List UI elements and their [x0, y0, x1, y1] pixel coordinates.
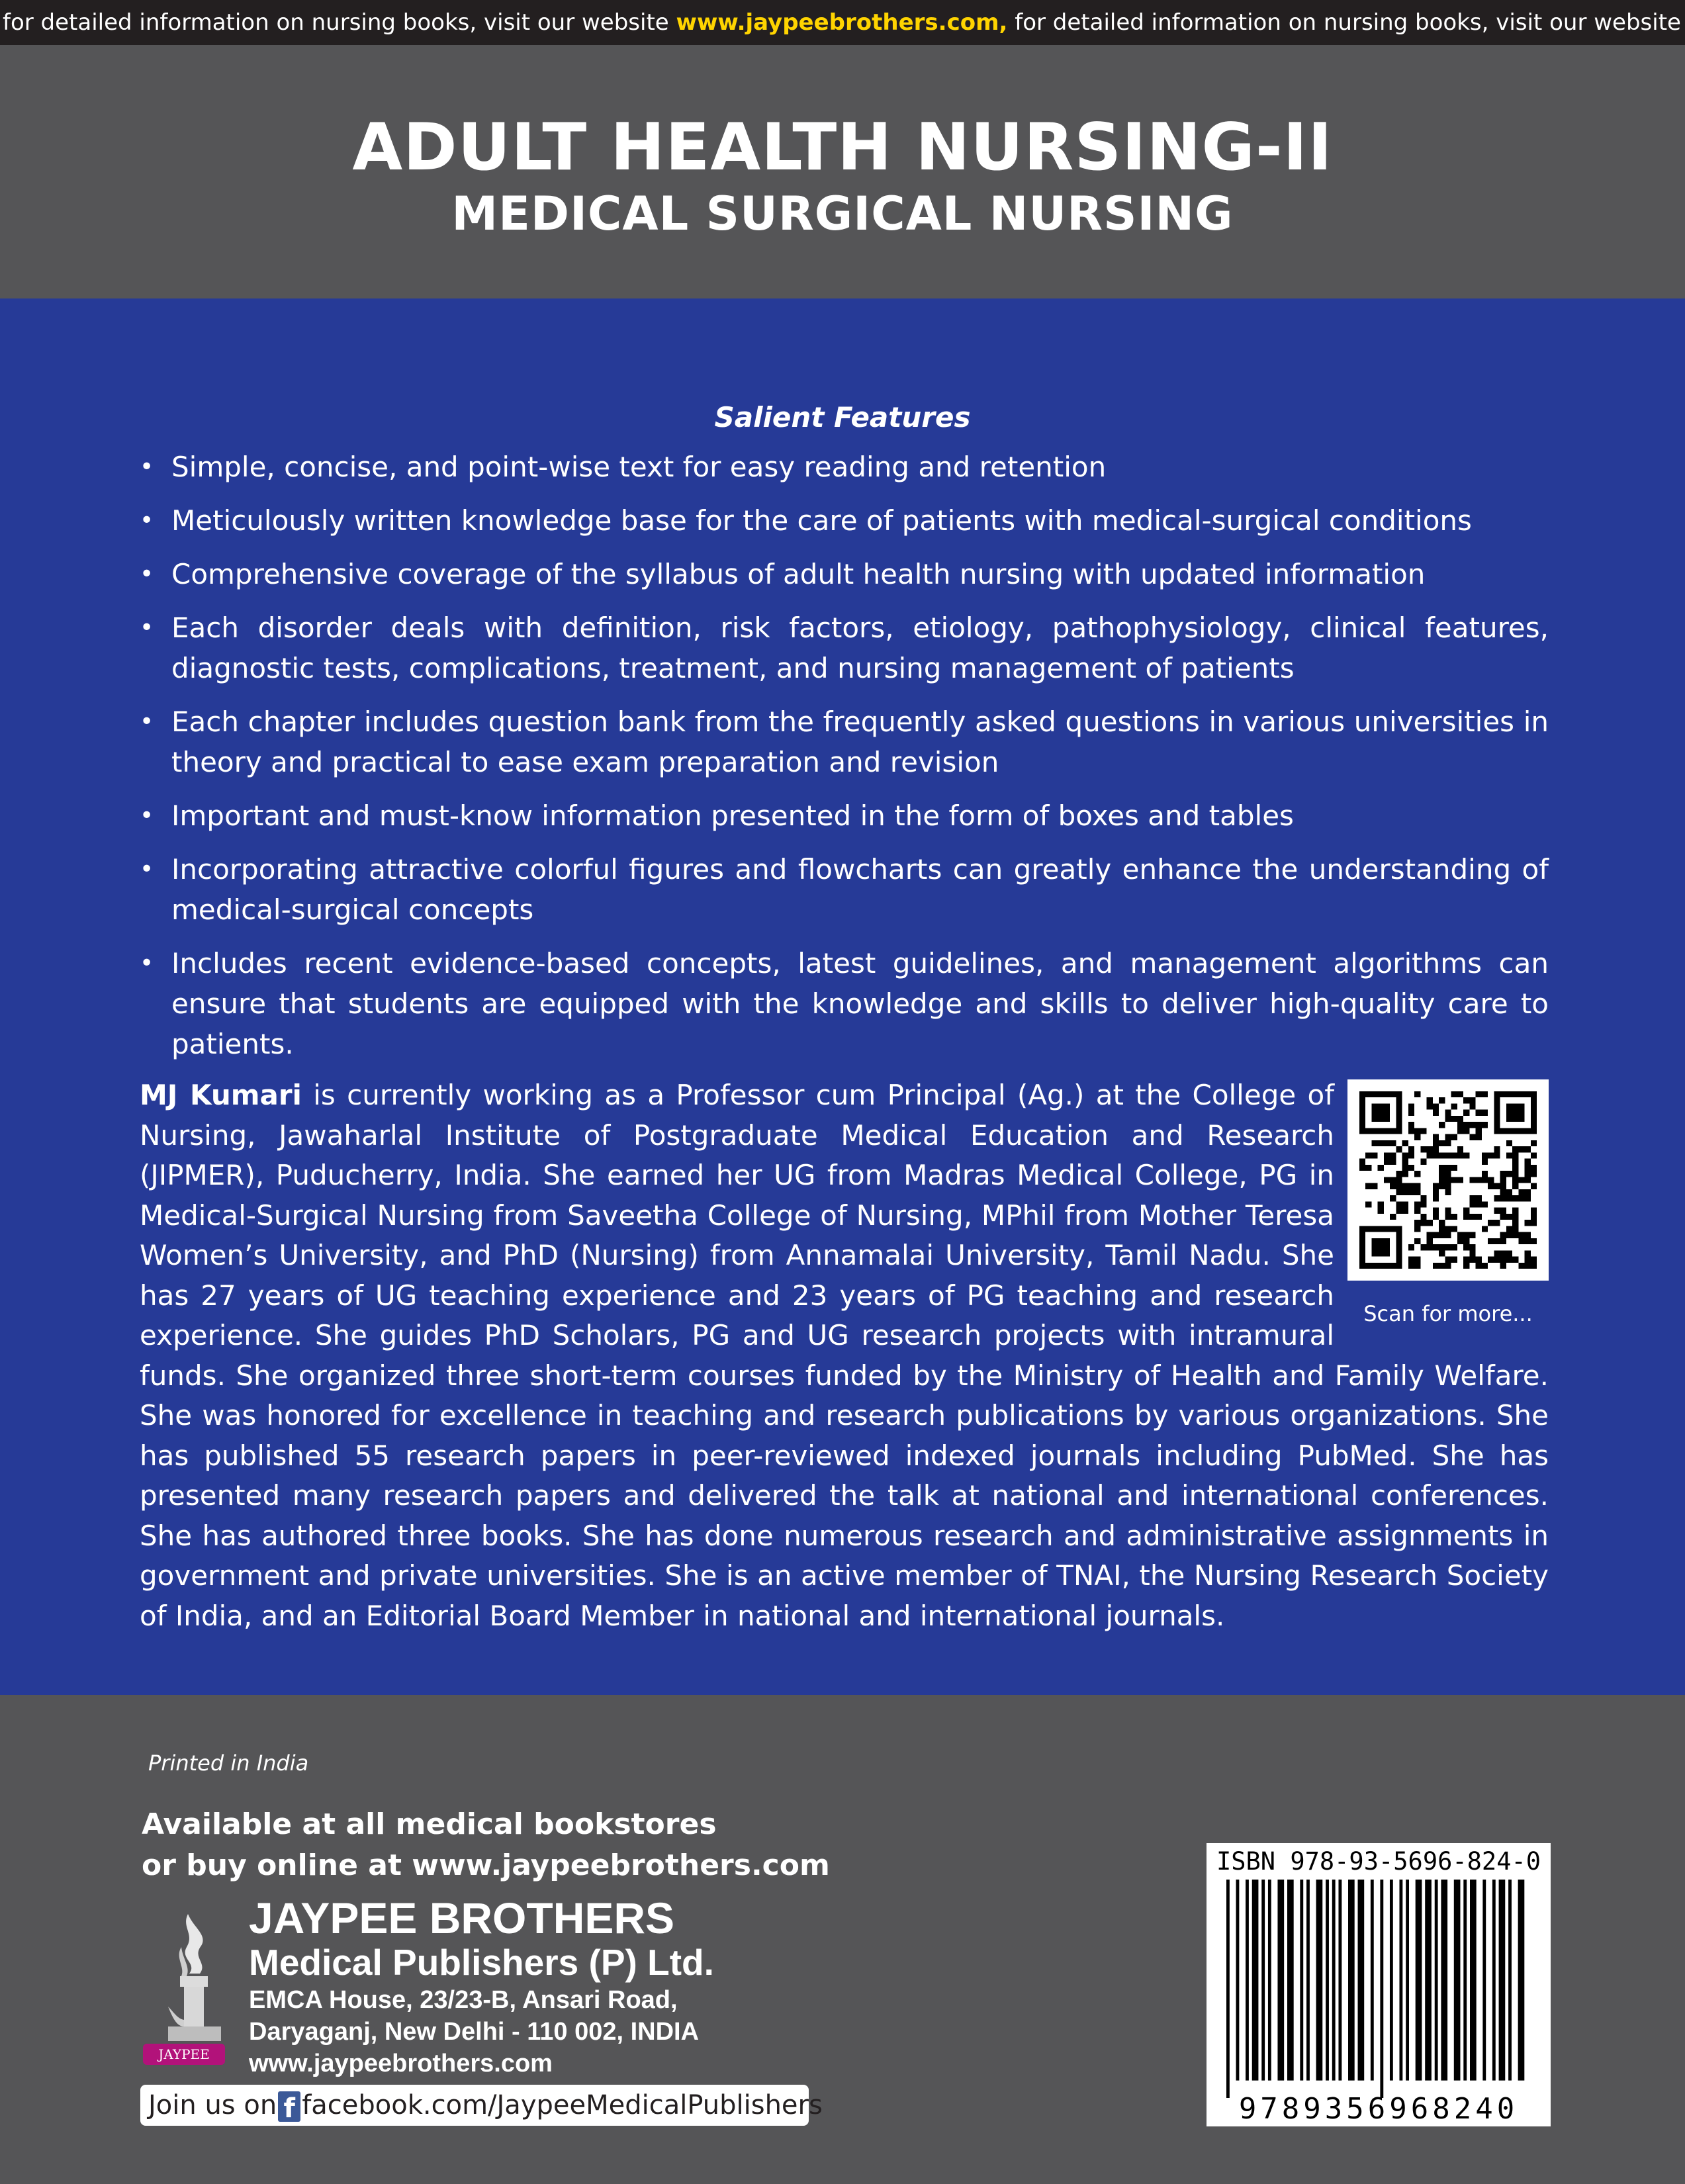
publisher-website-link[interactable]: www.jaypeebrothers.com [249, 2050, 553, 2077]
banner-website-link[interactable]: www.jaypeebrothers.com, [676, 9, 1008, 36]
publisher-name: JAYPEE BROTHERS [249, 1893, 675, 1942]
feature-item: • Each chapter includes question bank from the frequently asked questions in various universities in theory and practical to ease exam preparation and revision [140, 702, 1549, 782]
social-url: facebook.com/JaypeeMedicalPublishers [302, 2090, 823, 2120]
feature-item: • Each disorder deals with definition, risk factors, etiology, pathophysiology, clinical features, diagnostic tests, complications, treatment, and nursing management of patients [140, 608, 1549, 688]
qr-code-icon[interactable] [1347, 1079, 1549, 1281]
bullet-icon: • [140, 453, 154, 480]
bullet-icon: • [140, 708, 154, 735]
feature-item: • Meticulously written knowledge base for the care of patients with medical-surgical conditions [140, 500, 1549, 541]
author-bio [140, 1075, 1549, 1636]
bullet-icon: • [140, 802, 154, 829]
social-prefix: Join us on [148, 2090, 277, 2120]
banner-text-repeat: for detailed information on nursing books, visit our website [1007, 9, 1681, 36]
barcode-digits: 9789356968240 [1238, 2092, 1519, 2126]
address-line-1: EMCA House, 23/23-B, Ansari Road, [249, 1986, 678, 2014]
feature-item: • Includes recent evidence-based concepts, latest guidelines, and management algorithms can ensure that students are equipped with the knowledge and skills to deliver high-quality care to patients. [140, 943, 1549, 1064]
publisher-address [249, 1984, 699, 2079]
feature-item: • Simple, concise, and point-wise text for easy reading and retention [140, 447, 1549, 487]
availability-line-1: Available at all medical bookstores [142, 1807, 717, 1841]
barcode-bars [1226, 1880, 1531, 2098]
banner-text: for detailed information on nursing books, visit our website [3, 9, 676, 36]
barcode [1207, 1843, 1551, 2126]
qr-code-graphic [1359, 1091, 1537, 1269]
logo-text: JAYPEE [158, 2046, 210, 2062]
features-list [140, 447, 1549, 1077]
book-title: ADULT HEALTH NURSING-II [352, 110, 1333, 185]
book-subtitle: MEDICAL SURGICAL NURSING [451, 187, 1234, 241]
feature-item: • Incorporating attractive colorful figures and flowcharts can greatly enhance the understanding of medical-surgical concepts [140, 849, 1549, 930]
facebook-link[interactable] [140, 2085, 823, 2126]
content-panel [0, 298, 1685, 1695]
author-bio-text: is currently working as a Professor cum Principal (Ag.) at the College of Nursing, Jawaharlal Institute of Postgraduate Medical Education and Research (JIPMER), Puducherry, India. She earned her UG from Madras Medical College, PG in Medical-Surgical Nursing from Saveetha College of Nursing, MPhil from Mother Teresa Women’s University, and PhD (Nursing) from Annamalai University, Tamil Nadu. She has 27 years of UG teaching experience and 23 years of PG teaching and research experience. She guides PhD Scholars, PG and UG research projects with intramural funds. She organized three short-term courses funded by the Ministry of Health and Family Welfare. She was honored for excellence in teaching and research publications by various organizations. She has published 55 research papers in peer-reviewed indexed journals including PubMed. She has presented many research papers and delivered the talk at national and international conferences. She has authored three books. She has done numerous research and administrative assignments in government and private universities. She is an active member of TNAI, the Nursing Research Society of India, and an Editorial Board Member in national and international journals. [140, 1079, 1549, 1632]
features-heading: Salient Features [714, 401, 971, 433]
feature-item: • Important and must-know information presented in the form of boxes and tables [140, 796, 1549, 836]
publisher-logo [142, 1907, 241, 2066]
bullet-icon: • [140, 950, 154, 977]
top-banner [0, 0, 1685, 45]
bullet-icon: • [140, 561, 154, 588]
feature-item: • Comprehensive coverage of the syllabus of adult health nursing with updated information [140, 554, 1549, 594]
qr-caption: Scan for more... [1363, 1301, 1533, 1326]
bullet-icon: • [140, 507, 154, 534]
address-line-2: Daryaganj, New Delhi - 110 002, INDIA [249, 2018, 700, 2046]
printed-in: Printed in India [148, 1751, 309, 1776]
facebook-icon: f [278, 2091, 300, 2122]
isbn-label: ISBN 978-93-5696-824-0 [1216, 1847, 1541, 1876]
publisher-subtitle: Medical Publishers (P) Ltd. [249, 1942, 714, 1983]
author-name: MJ Kumari [140, 1079, 302, 1111]
availability-text [142, 1804, 830, 1886]
availability-line-2[interactable]: or buy online at www.jaypeebrothers.com [142, 1848, 830, 1882]
bullet-icon: • [140, 614, 154, 641]
bullet-icon: • [140, 856, 154, 883]
